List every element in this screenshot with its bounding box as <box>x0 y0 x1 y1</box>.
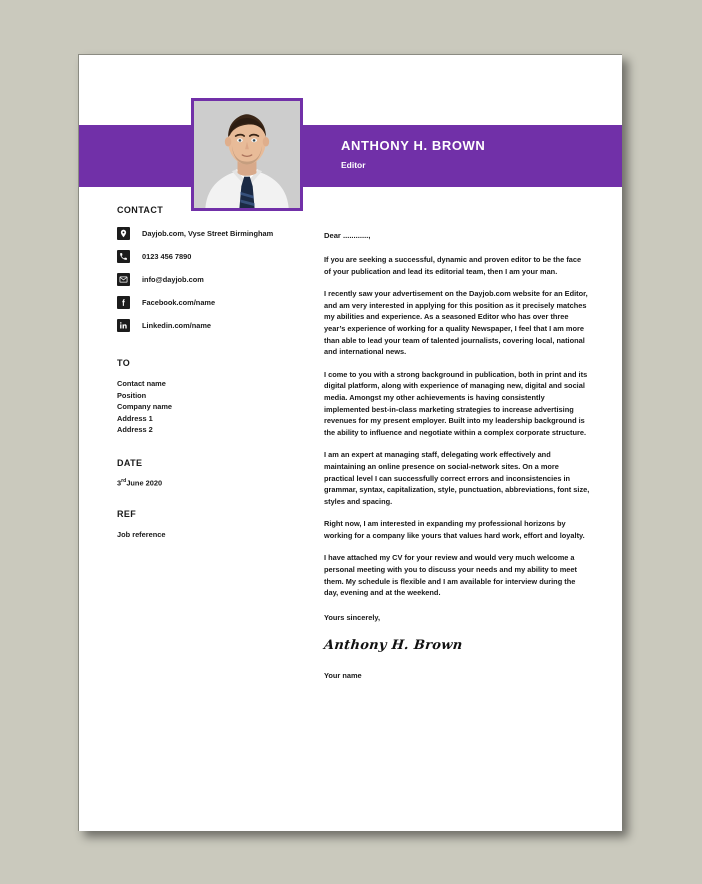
contact-heading: CONTACT <box>117 205 164 215</box>
letter-paragraph-2: I recently saw your advertisement on the Dayjob.com website for an Editor, and am very interested in applying for this position as it precisely matches my abilities and experience. As a seasoned Editor who has over three year’s experience of working for a quality Newspaper, I feel that I am more than able to lead your team of talented journalists, covering local, national and international news. <box>324 289 588 357</box>
reference-value: Job reference <box>117 529 166 539</box>
recipient-position: Position <box>117 390 147 400</box>
reference-heading: REF <box>117 508 137 519</box>
date-ordinal: rd <box>121 477 127 484</box>
recipient-heading: TO <box>117 358 131 368</box>
phone-icon <box>117 250 130 263</box>
contact-address-text: Dayjob.com, Vyse Street Birmingham <box>142 228 274 238</box>
letter-paragraph-6: I have attached my CV for your review and would very much welcome a personal meeting with you to discuss your needs and my ability to meet them. My schedule is flexible and I am available for interview during the day, evening and at the weekend. <box>324 553 577 598</box>
date-block <box>117 458 322 487</box>
recipient-contact-name: Contact name <box>117 379 166 388</box>
email-icon <box>117 273 130 286</box>
letter-paragraph-1: If you are seeking a successful, dynamic and proven editor to be the face of your publication and lead its editorial team, then I am your man. <box>324 255 582 276</box>
recipient-company-name: Company name <box>117 402 173 411</box>
location-pin-icon <box>117 227 130 240</box>
recipient-address-2: Address 2 <box>117 425 153 434</box>
candidate-name: ANTHONY H. BROWN <box>341 138 486 153</box>
candidate-job-title: Editor <box>341 160 366 170</box>
contact-item-linkedin <box>117 319 322 332</box>
date-heading: DATE <box>117 457 143 468</box>
contact-list <box>117 227 322 332</box>
profile-photo <box>191 98 303 211</box>
letter-paragraph-4: I am an expert at managing staff, delegating work effectively and maintaining an online presence on social-network sites. On a more practical level I can successfully correct errors and inconsistencies in grammar, syntax, capitalization, style, punctuation, abbreviations, font size, styles and spacing. <box>324 450 590 506</box>
header-text-group <box>341 138 611 170</box>
contact-item-address <box>117 227 322 240</box>
reference-block <box>117 509 322 541</box>
letter-paragraph-3: I come to you with a strong background in publication, both in print and its digital platform, along with experience of managing new, digital and social media. Amongst my other achievements is having consistently implemented best-in-class marketing strategies to increase advertising revenues for my present employer. Built into my leadership background is the ability to influence and negotiate within a complex corporate structure. <box>324 369 588 437</box>
contact-facebook-text: Facebook.com/name <box>142 297 216 307</box>
contact-email-text: info@dayjob.com <box>142 274 204 284</box>
document-page <box>78 54 622 831</box>
contact-item-phone <box>117 250 322 263</box>
left-sidebar <box>117 205 322 562</box>
profile-photo-illustration <box>194 101 300 208</box>
contact-item-email <box>117 273 322 286</box>
contact-phone-text: 0123 456 7890 <box>142 251 192 261</box>
date-day: 3 <box>117 477 122 487</box>
date-value <box>117 478 322 487</box>
linkedin-icon <box>117 319 130 332</box>
name-placeholder: Your name <box>324 670 362 680</box>
recipient-address-1: Address 1 <box>117 413 153 423</box>
facebook-icon <box>117 296 130 309</box>
letter-closing: Yours sincerely, <box>324 612 381 622</box>
date-month-year: June 2020 <box>126 477 163 487</box>
contact-item-facebook <box>117 296 322 309</box>
letter-paragraph-5: Right now, I am interested in expanding my professional horizons by working for a company like yours that values hard work, effort and loyalty. <box>324 519 585 540</box>
signature: Anthony H. Brown <box>323 637 464 653</box>
contact-linkedin-text: Linkedin.com/name <box>142 320 211 330</box>
letter-body <box>324 231 590 680</box>
letter-salutation: Dear ............, <box>324 231 371 240</box>
recipient-block <box>117 358 322 436</box>
